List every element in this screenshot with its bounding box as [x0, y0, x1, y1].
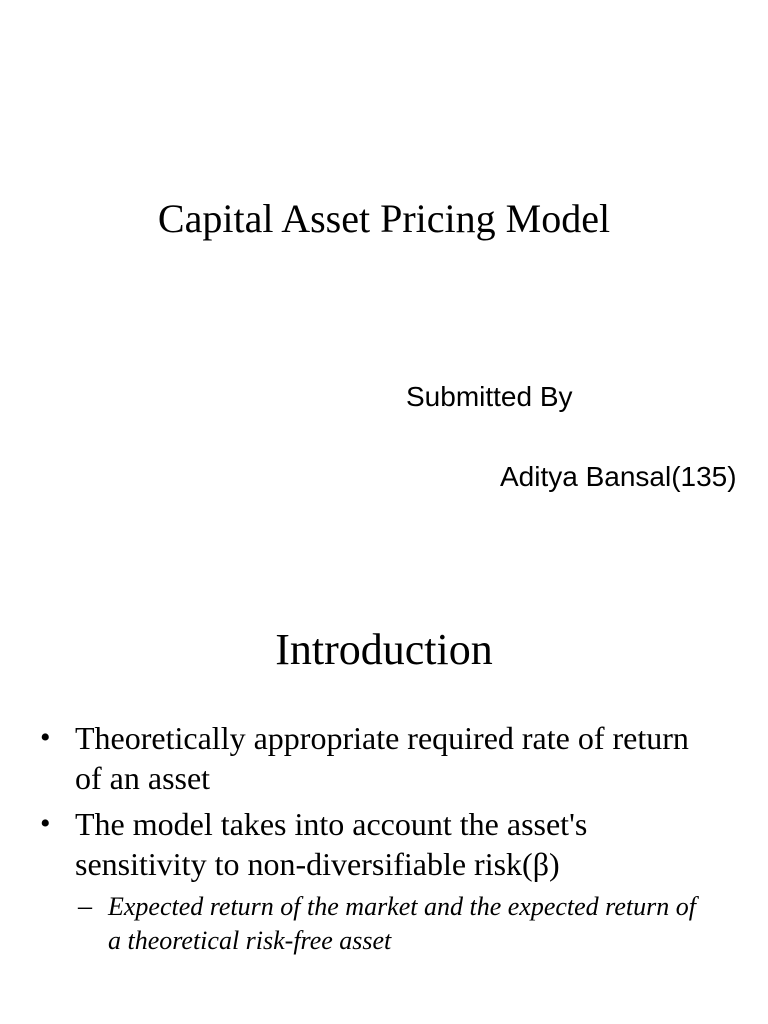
bullet-marker: • [40, 721, 51, 754]
bullet-item [0, 804, 695, 884]
sub-bullet-marker: – [78, 891, 92, 922]
sub-bullet-item [0, 890, 698, 958]
bullet-marker: • [40, 807, 51, 840]
bullet-text: The model takes into account the asset's sensitivity to non-diversifiable risk(β) [75, 806, 588, 882]
author-name: Aditya Bansal(135) [500, 461, 737, 492]
bullet-list [0, 718, 768, 958]
slide-title: Capital Asset Pricing Model [157, 196, 611, 241]
introduction-slide [0, 576, 768, 1024]
bullet-item [0, 718, 695, 798]
slide-title: Introduction [275, 625, 493, 674]
submitted-by-label: Submitted By [406, 381, 573, 412]
sub-bullet-text: Expected return of the market and the expected return of a theoretical risk-free asset [108, 892, 696, 955]
bullet-text: Theoretically appropriate required rate of return of an asset [75, 720, 689, 796]
